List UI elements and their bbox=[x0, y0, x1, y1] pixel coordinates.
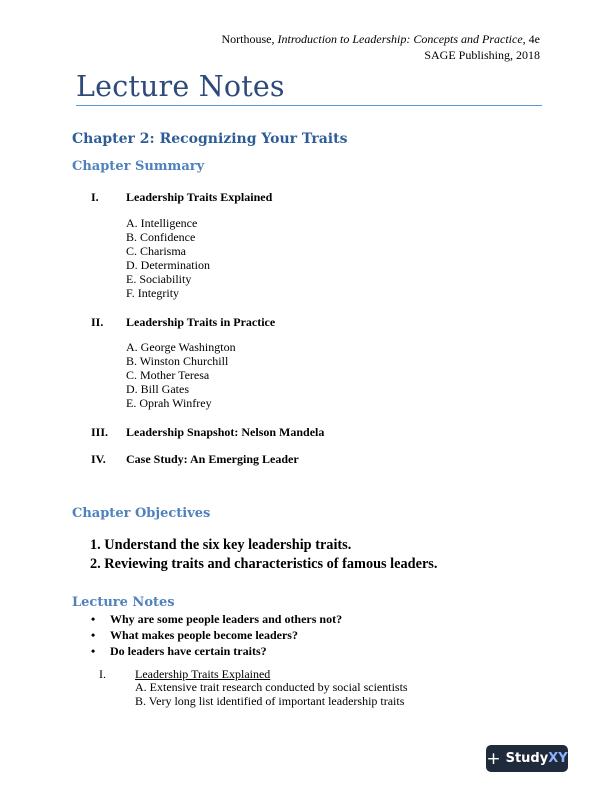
lecture-notes-heading: Lecture Notes bbox=[72, 595, 175, 610]
summary-roman-2: II. bbox=[91, 315, 104, 329]
header-publisher: SAGE Publishing, 2018 bbox=[424, 48, 540, 62]
header-citation: Northouse, Introduction to Leadership: Concepts and Practice, 4e bbox=[221, 32, 540, 46]
bullet-glyph: • bbox=[91, 644, 96, 659]
title-divider bbox=[76, 105, 542, 106]
summary-section-2-list bbox=[126, 341, 236, 411]
summary-roman-3: III. bbox=[91, 425, 109, 439]
list-item: D. Determination bbox=[126, 257, 210, 272]
plus-icon: + bbox=[486, 748, 501, 769]
list-item: A. George Washington bbox=[126, 340, 236, 354]
list-item: D. Bill Gates bbox=[126, 381, 189, 396]
objective-item: 1. Understand the six key leadership traits. bbox=[90, 537, 352, 553]
lecture-notes-bullets bbox=[91, 611, 342, 660]
list-item: C. Mother Teresa bbox=[126, 367, 210, 382]
summary-section-4-label: Case Study: An Emerging Leader bbox=[126, 452, 299, 466]
lecture-section-1-list bbox=[135, 681, 408, 708]
list-item: A. Extensive trait research conducted by social scientists bbox=[135, 680, 408, 694]
bullet-item: • What makes people become leaders? bbox=[91, 628, 298, 643]
objective-item: 2. Reviewing traits and characteristics of famous leaders. bbox=[90, 556, 438, 572]
list-item: F. Integrity bbox=[126, 285, 180, 300]
bullet-item: • Do leaders have certain traits? bbox=[91, 644, 267, 659]
summary-section-1-label: Leadership Traits Explained bbox=[126, 190, 273, 204]
bullet-glyph: • bbox=[91, 612, 96, 626]
bullet-item: • Why are some people leaders and others not? bbox=[91, 612, 343, 626]
chapter-objectives-heading: Chapter Objectives bbox=[72, 506, 211, 521]
book-title: Introduction to Leadership: Concepts and Practice bbox=[277, 32, 523, 46]
list-item: B. Very long list identified of important leadership traits bbox=[135, 693, 405, 708]
summary-roman-1: I. bbox=[91, 190, 99, 204]
lecture-section-1-label: Leadership Traits Explained bbox=[135, 667, 271, 681]
list-item: E. Sociability bbox=[126, 271, 192, 286]
bullet-glyph: • bbox=[91, 628, 96, 643]
summary-section-2-label: Leadership Traits in Practice bbox=[126, 315, 276, 329]
chapter-title: Chapter 2: Recognizing Your Traits bbox=[72, 131, 348, 147]
list-item: B. Winston Churchill bbox=[126, 353, 229, 368]
list-item: A. Intelligence bbox=[126, 216, 198, 230]
studyxy-logo[interactable]: + Study XY bbox=[486, 745, 568, 772]
list-item: B. Confidence bbox=[126, 229, 196, 244]
summary-roman-4: IV. bbox=[91, 452, 106, 466]
list-item: E. Oprah Winfrey bbox=[126, 395, 212, 410]
chapter-summary-heading: Chapter Summary bbox=[72, 159, 205, 174]
objectives-list bbox=[90, 536, 437, 574]
lecture-roman-1: I. bbox=[99, 667, 106, 681]
summary-section-1-list bbox=[126, 217, 210, 300]
page-title: Lecture Notes bbox=[76, 70, 285, 103]
list-item: C. Charisma bbox=[126, 243, 186, 258]
summary-section-3-label: Leadership Snapshot: Nelson Mandela bbox=[126, 425, 325, 439]
